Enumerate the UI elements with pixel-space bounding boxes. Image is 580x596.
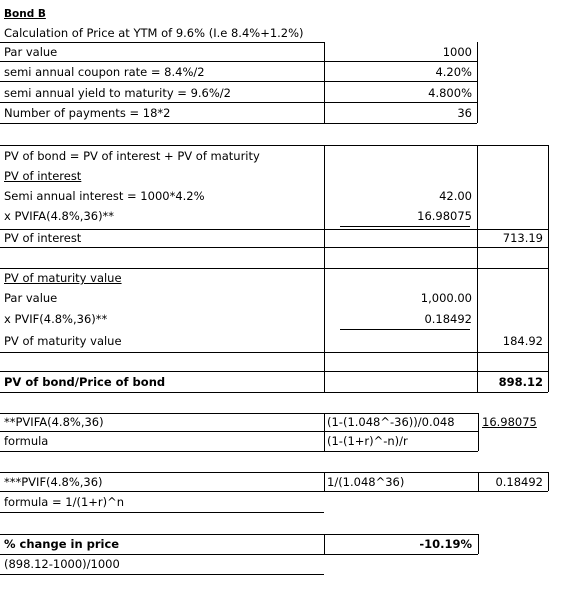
grid-line	[548, 145, 549, 392]
semi-interest-label: Semi annual interest = 1000*4.2%	[4, 189, 205, 203]
semi-interest-value: 42.00	[439, 189, 472, 203]
pvifa-note-label: **PVIFA(4.8%,36)	[4, 415, 104, 429]
pvifa-formula-expression: (1-(1+r)^-n)/r	[327, 434, 408, 448]
grid-line	[324, 42, 325, 123]
par-value: 1,000.00	[420, 291, 472, 305]
input-label: Par value	[4, 45, 58, 59]
grid-line	[548, 472, 549, 491]
grid-line	[324, 413, 325, 451]
pv-interest-label: PV of interest	[4, 231, 82, 245]
grid-line	[478, 413, 479, 451]
grid-line	[0, 61, 477, 62]
pv-interest-heading: PV of interest	[4, 169, 82, 183]
grid-line	[0, 145, 548, 146]
grid-line	[0, 247, 548, 248]
sum-underline	[340, 226, 470, 227]
pvif-value: 0.18492	[424, 312, 472, 326]
grid-line	[0, 431, 478, 432]
sum-underline	[340, 329, 470, 330]
pv-maturity-total: 184.92	[502, 334, 543, 348]
input-value: 1000	[442, 45, 472, 59]
grid-line	[324, 145, 325, 392]
grid-line	[324, 534, 325, 554]
input-value: 4.20%	[435, 65, 472, 79]
grid-line	[0, 451, 478, 452]
divider	[0, 42, 324, 43]
pvif-label: x PVIF(4.8%,36)**	[4, 312, 108, 326]
grid-line	[0, 371, 548, 372]
pvifa-note-expression: (1-(1.048^-36))/0.048	[327, 415, 455, 429]
pvif-note-expression: 1/(1.048^36)	[327, 475, 405, 489]
input-value: 36	[457, 106, 472, 120]
pv-maturity-heading: PV of maturity value	[4, 271, 122, 285]
grid-line	[478, 472, 479, 491]
bond-price-label: PV of bond/Price of bond	[4, 375, 166, 389]
pvifa-label: x PVIFA(4.8%,36)**	[4, 209, 115, 223]
pv-interest-total: 713.19	[502, 231, 543, 245]
grid-line	[324, 472, 325, 491]
grid-line	[0, 352, 548, 353]
grid-line	[0, 534, 478, 535]
pvifa-formula-label: formula	[4, 434, 49, 448]
percent-change-label: % change in price	[4, 537, 120, 551]
grid-line	[0, 472, 548, 473]
input-label: semi annual coupon rate = 8.4%/2	[4, 65, 205, 79]
subtitle: Calculation of Price at YTM of 9.6% (I.e 8.4%+1.2%)	[4, 26, 304, 40]
pvif-note-label: ***PVIF(4.8%,36)	[4, 475, 103, 489]
pvif-formula-label: formula = 1/(1+r)^n	[4, 495, 125, 509]
input-label: semi annual yield to maturity = 9.6%/2	[4, 86, 231, 100]
percent-change-formula: (898.12-1000)/1000	[4, 557, 120, 571]
par-label: Par value	[4, 291, 58, 305]
grid-line	[477, 145, 478, 392]
input-value: 4.800%	[428, 86, 472, 100]
grid-line	[0, 512, 324, 513]
pvifa-note-value: 16.98075	[482, 415, 537, 429]
pv-maturity-label: PV of maturity value	[4, 334, 122, 348]
grid-line	[0, 102, 477, 103]
grid-line	[0, 268, 548, 269]
input-label: Number of payments = 18*2	[4, 106, 171, 120]
page-title: Bond B	[4, 8, 46, 20]
percent-change-value: -10.19%	[419, 537, 472, 551]
grid-line	[0, 574, 324, 575]
grid-line	[0, 491, 548, 492]
grid-line	[0, 229, 548, 230]
grid-line	[0, 123, 477, 124]
grid-line	[0, 554, 478, 555]
grid-line	[0, 81, 477, 82]
pv-bond-equation: PV of bond = PV of interest + PV of maturity	[4, 149, 260, 163]
pvif-note-value: 0.18492	[495, 475, 543, 489]
grid-line	[478, 534, 479, 554]
pvifa-value: 16.98075	[417, 209, 472, 223]
grid-line	[477, 42, 478, 123]
grid-line	[0, 392, 548, 393]
bond-price-total: 898.12	[498, 375, 543, 389]
